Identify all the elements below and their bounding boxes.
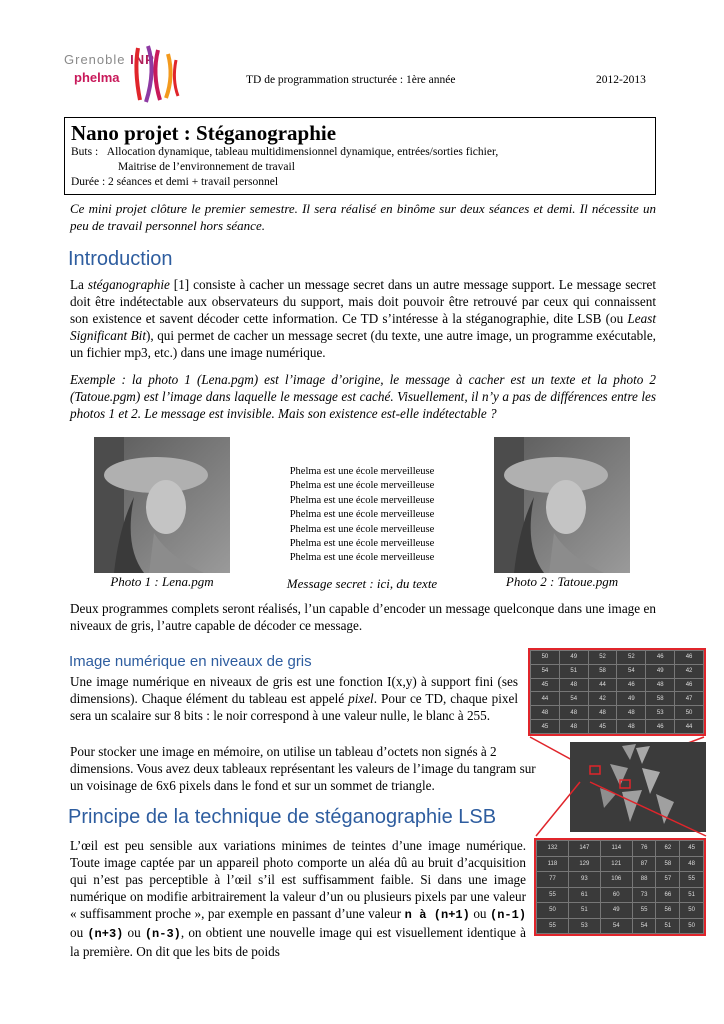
pixel-cell: 50 — [680, 918, 704, 934]
lena-image-icon — [94, 437, 230, 573]
pixel-cell: 55 — [537, 887, 569, 903]
pixel-cell: 121 — [600, 856, 632, 872]
pixel-cell: 58 — [646, 692, 675, 706]
logo-stripes-icon — [126, 40, 186, 106]
pixel-cell: 57 — [656, 872, 680, 888]
message-line: Phelma est une école merveilleuse — [289, 494, 435, 506]
pixel-cell: 54 — [600, 918, 632, 934]
pixel-cell: 77 — [537, 872, 569, 888]
pixel-cell: 45 — [531, 678, 560, 692]
pixel-cell: 46 — [617, 678, 646, 692]
pixel-cell: 46 — [646, 720, 675, 734]
grid-row — [537, 872, 704, 888]
buts-line-1: Buts : Allocation dynamique, tableau multidimensionnel dynamique, entrées/sorties fichier, — [71, 146, 499, 158]
pixel-cell: 53 — [646, 706, 675, 720]
image-section-paragraph-1: Une image numérique en niveaux de gris est une fonction I(x,y) à support fini (ses dimensions). Chaque élément du tableau est appelé pixel. Pour ce TD, chaque pixel sera un scalaire sur 8 bits : le noir correspond à une valeur nulle, le blanc à 255. — [70, 674, 518, 723]
pixel-cell: 48 — [559, 706, 588, 720]
pixel-cell: 44 — [675, 720, 704, 734]
pixel-cell: 48 — [646, 678, 675, 692]
pixel-cell: 51 — [568, 903, 600, 919]
pixel-cell: 114 — [600, 841, 632, 857]
buts-line-2: Maitrise de l’environnement de travail — [118, 161, 295, 173]
pixel-cell: 66 — [656, 887, 680, 903]
pixel-cell: 60 — [600, 887, 632, 903]
pixel-cell: 118 — [537, 856, 569, 872]
pixel-cell: 48 — [559, 720, 588, 734]
pixel-cell: 48 — [617, 706, 646, 720]
message-line: Phelma est une école merveilleuse — [289, 466, 435, 477]
example-paragraph: Exemple : la photo 1 (Lena.pgm) est l’image d’origine, le message à cacher est un texte et la photo 2 (Tatoue.pgm) est l’image dans laquelle le message est caché. Visuellement, il n’y a pas de différences entre les photos 1 et 2. Le message est invisible. Mais son existence est-elle indétectable ? — [70, 372, 656, 421]
grid-row — [531, 720, 704, 734]
pixel-cell: 44 — [588, 678, 617, 692]
pixel-cell: 51 — [656, 918, 680, 934]
pixel-cell: 48 — [531, 706, 560, 720]
pixel-cell: 42 — [588, 692, 617, 706]
pixel-cell: 50 — [537, 903, 569, 919]
pixel-cell: 54 — [531, 664, 560, 678]
header-course: TD de programmation structurée : 1ère année — [246, 74, 456, 86]
pixel-cell: 49 — [646, 664, 675, 678]
pixel-table-triangle — [536, 840, 704, 934]
message-line: Phelma est une école merveilleuse — [289, 552, 435, 564]
pixel-cell: 106 — [600, 872, 632, 888]
pixel-cell: 54 — [559, 692, 588, 706]
programs-paragraph: Deux programmes complets seront réalisés, l’un capable d’encoder un message quelconque dans une image en niveaux de gris, l’autre capable de décoder ce message. — [70, 601, 656, 633]
pixel-cell: 50 — [531, 651, 560, 665]
pixel-cell: 87 — [632, 856, 656, 872]
grid-row — [531, 664, 704, 678]
page-title: Nano projet : Stéganographie — [71, 121, 337, 145]
pixel-cell: 49 — [600, 903, 632, 919]
pixel-cell: 46 — [675, 651, 704, 665]
caption-message: Message secret : ici, du texte — [286, 576, 438, 591]
pixel-cell: 45 — [588, 720, 617, 734]
pixel-cell: 58 — [588, 664, 617, 678]
pixel-cell: 46 — [675, 678, 704, 692]
phelma-logo — [64, 38, 184, 108]
message-line: Phelma est une école merveilleuse — [289, 480, 435, 492]
pixel-cell: 93 — [568, 872, 600, 888]
grid-row — [537, 856, 704, 872]
pixel-cell: 48 — [617, 720, 646, 734]
grid-row — [537, 887, 704, 903]
pixel-cell: 45 — [531, 720, 560, 734]
pixel-cell: 88 — [632, 872, 656, 888]
pixel-cell: 44 — [531, 692, 560, 706]
header-year: 2012-2013 — [596, 74, 646, 86]
pixel-table-background — [530, 650, 704, 734]
pixel-cell: 51 — [559, 664, 588, 678]
pixel-cell: 56 — [656, 903, 680, 919]
grid-row — [537, 903, 704, 919]
pixel-cell: 42 — [675, 664, 704, 678]
caption-photo2: Photo 2 : Tatoue.pgm — [505, 574, 619, 589]
pixel-grid-background — [528, 648, 706, 736]
tatoue-image-icon — [494, 437, 630, 573]
secret-message — [262, 465, 462, 566]
pixel-cell: 54 — [632, 918, 656, 934]
pixel-cell: 53 — [568, 918, 600, 934]
duree-line: Durée : 2 séances et demi + travail personnel — [71, 176, 279, 188]
pixel-cell: 52 — [588, 651, 617, 665]
pixel-cell: 48 — [680, 856, 704, 872]
logo-line2: phelma — [74, 70, 120, 85]
pixel-cell: 50 — [680, 903, 704, 919]
pixel-cell: 49 — [617, 692, 646, 706]
pixel-cell: 48 — [588, 706, 617, 720]
zoom-lines-bottom — [520, 780, 710, 840]
image-section-paragraph-2: Pour stocker une image en mémoire, on utilise un tableau d’octets non signés à 2 dimensions. Vous avez deux tableaux représentant les valeurs de l’image du tangram sur un voisinage de 6x6 pixels dans le fond et sur un sommet de triangle. — [70, 744, 536, 793]
pixel-cell: 76 — [632, 841, 656, 857]
image-section-heading: Image numérique en niveaux de gris — [69, 653, 312, 670]
pixel-cell: 129 — [568, 856, 600, 872]
message-line: Phelma est une école merveilleuse — [289, 523, 435, 535]
message-line: Phelma est une école merveilleuse — [289, 538, 435, 550]
introduction-paragraph: La stéganographie [1] consiste à cacher un message secret dans un autre message support. Le message secret doit être indétectable aux observateurs du support, mais doit pouvoir être retrouvé par ceux qui connaissent son existence et savent décoder cette information. Ce TD s’intéresse à la stéganographie, dite LSB (ou Least Significant Bit), qui permet de cacher un message secret (du texte, une autre image, un programme exécutable, un fichier mp3, etc.) dans une image numérique. — [70, 277, 656, 360]
pixel-cell: 50 — [675, 706, 704, 720]
pixel-cell: 73 — [632, 887, 656, 903]
lsb-heading: Principe de la technique de stéganographie LSB — [68, 806, 497, 828]
pixel-cell: 54 — [617, 664, 646, 678]
pixel-cell: 47 — [675, 692, 704, 706]
pixel-cell: 132 — [537, 841, 569, 857]
grid-row — [537, 841, 704, 857]
message-line: Phelma est une école merveilleuse — [289, 509, 435, 521]
logo-line1: Grenoble INP — [64, 52, 155, 67]
pixel-cell: 58 — [656, 856, 680, 872]
pixel-cell: 55 — [680, 872, 704, 888]
tatoue-photo — [494, 437, 630, 573]
grid-row — [537, 918, 704, 934]
pixel-cell: 45 — [680, 841, 704, 857]
pixel-cell: 61 — [568, 887, 600, 903]
pixel-cell: 51 — [680, 887, 704, 903]
lsb-paragraph: L’œil est peu sensible aux variations minimes de teintes d’une image numérique. Toute image captée par un appareil photo comporte un aléa dû au bruit d’acquisition qui n’est pas perceptible à l’œil s’il est suffisamment faible. Si dans une image numérique on modifie arbitrairement la valeur d’un ou plusieurs pixels par une valeur « suffisamment proche », par exemple en passant d’une valeur n à (n+1) ou (n-1) ou (n+3) ou (n-3), on obtient une nouvelle image qui est visuellement identique à la première. On dit que les bits de poids — [70, 838, 527, 959]
pixel-cell: 49 — [559, 651, 588, 665]
title-box — [64, 117, 656, 195]
pixel-cell: 62 — [656, 841, 680, 857]
introduction-heading: Introduction — [68, 248, 173, 270]
pixel-cell: 55 — [632, 903, 656, 919]
pixel-grid-triangle — [534, 838, 706, 936]
grid-row — [531, 678, 704, 692]
intro-note: Ce mini projet clôture le premier semestre. Il sera réalisé en binôme sur deux séances et demi. Il nécessite un peu de travail personnel hors séance. — [70, 201, 656, 233]
caption-photo1: Photo 1 : Lena.pgm — [110, 574, 214, 589]
pixel-cell: 147 — [568, 841, 600, 857]
pixel-cell: 52 — [617, 651, 646, 665]
pixel-cell: 46 — [646, 651, 675, 665]
lena-photo — [94, 437, 230, 573]
grid-row — [531, 692, 704, 706]
grid-row — [531, 651, 704, 665]
pixel-cell: 55 — [537, 918, 569, 934]
grid-row — [531, 706, 704, 720]
pixel-cell: 48 — [559, 678, 588, 692]
